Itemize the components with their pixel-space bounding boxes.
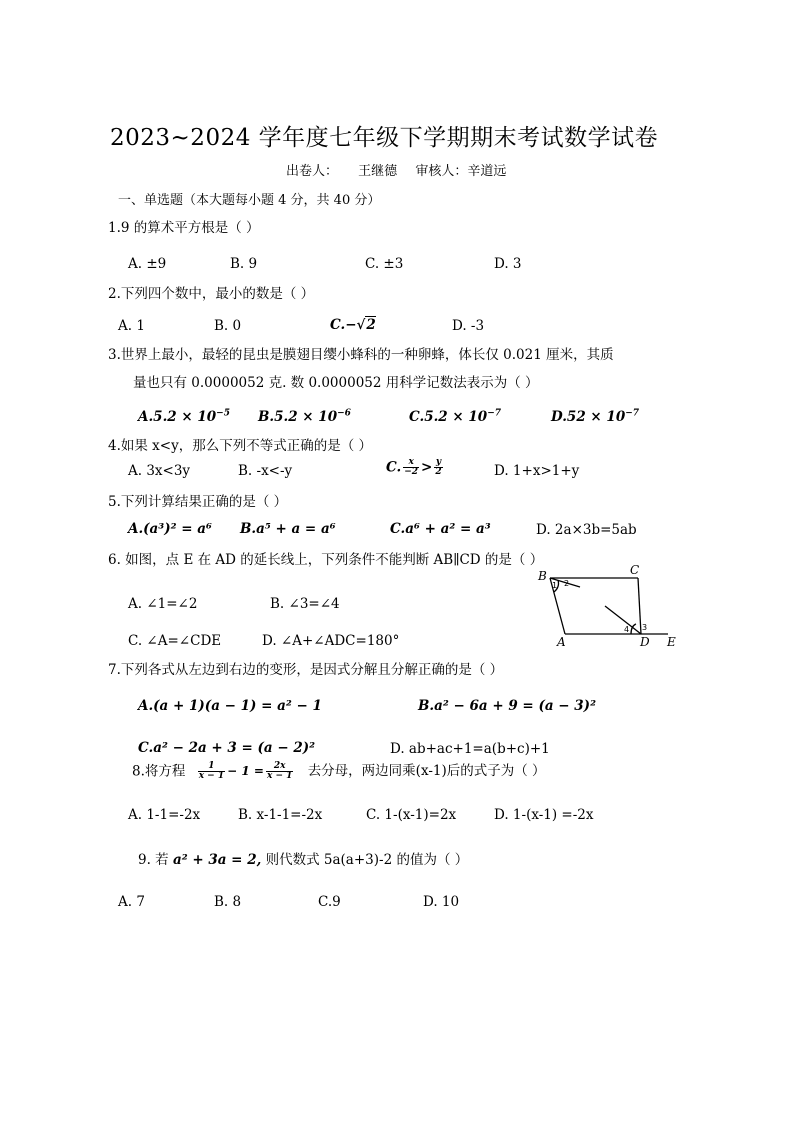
q9-option-a: A. 7 <box>118 894 145 910</box>
segment-cd <box>638 578 641 634</box>
q4-frac-left: $\frac{x}{-2}$ <box>404 457 419 478</box>
q8-option-a: A. 1-1=-2x <box>128 807 201 823</box>
q8-equation: $\frac{1}{x - 1}$ − 1 = $\frac{2x}{x - 1}$ <box>198 761 293 782</box>
q2-option-b: B. 0 <box>214 318 242 334</box>
q4-frac-right: $\frac{y}{2}$ <box>435 457 442 478</box>
question-8-stem <box>132 762 546 782</box>
question-1-stem: 1.9 的算术平方根是（ ） <box>108 220 260 236</box>
q3-option-a <box>138 410 230 425</box>
q8-frac-1: $\frac{1}{x - 1}$ <box>198 761 225 782</box>
question-6-stem: 6. 如图，点 E 在 AD 的延长线上，下列条件不能判断 AB∥CD 的是（ ） <box>108 552 544 568</box>
q9-stem-post: 则代数式 5a(a+3)-2 的值为（ ） <box>265 852 469 868</box>
q6-option-b: B. ∠3=∠4 <box>270 596 340 612</box>
q5-option-a: A.(a³)² = a⁶ <box>128 521 212 537</box>
q3-option-b-exp: −6 <box>337 408 351 419</box>
figure-angle-2: 2 <box>564 579 570 588</box>
q3-option-c-base: C.5.2 × 10 <box>409 409 488 425</box>
q4-option-b: B. -x<-y <box>238 463 293 479</box>
figure-label-c: C <box>630 563 640 577</box>
q8-option-d: D. 1-(x-1) =-2x <box>494 807 594 823</box>
figure-label-b: B <box>538 569 547 583</box>
q3-option-c <box>409 410 501 425</box>
author-label: 出卷人： <box>286 164 339 179</box>
reviewer-label: 审核人： <box>415 164 468 179</box>
question-3-stem-line2: 量也只有 0.0000052 克. 数 0.0000052 用科学记数法表示为（ ） <box>133 375 539 391</box>
q8-option-c: C. 1-(x-1)=2x <box>366 807 457 823</box>
q3-option-d-exp: −7 <box>625 408 640 419</box>
q7-option-c: C.a² − 2a + 3 = (a − 2)² <box>138 740 316 756</box>
q2-option-d: D. -3 <box>452 318 485 334</box>
question-4-stem: 4.如果 x<y，那么下列不等式正确的是（ ） <box>108 438 373 454</box>
question-2-stem: 2.下列四个数中，最小的数是（ ） <box>108 286 315 302</box>
reviewer-name: 辛道远 <box>467 164 507 179</box>
q3-option-d-base: D.52 × 10 <box>551 409 626 425</box>
question-5-stem: 5.下列计算结果正确的是（ ） <box>108 494 288 510</box>
q5-option-b: B.a⁵ + a = a⁶ <box>240 521 336 537</box>
q5-option-d: D. 2a×3b=5ab <box>536 522 637 538</box>
figure-angle-3: 3 <box>642 623 648 632</box>
parallelogram-figure <box>530 562 690 654</box>
q9-condition: a² + 3a = 2, <box>172 852 262 868</box>
q7-option-d: D. ab+ac+1=a(b+c)+1 <box>390 741 550 757</box>
section-heading: 一、单选题（本大题每小题 4 分，共 40 分） <box>118 193 381 208</box>
q7-option-b: B.a² − 6a + 9 = (a − 3)² <box>418 698 596 714</box>
figure-angle-1: 1 <box>552 581 558 590</box>
q8-frac-2: $\frac{2x}{x - 1}$ <box>266 761 293 782</box>
figure-label-a: A <box>557 635 566 649</box>
q3-option-a-base: A.5.2 × 10 <box>138 409 217 425</box>
q2-option-a: A. 1 <box>118 318 145 334</box>
q6-option-c: C. ∠A=∠CDE <box>128 633 222 649</box>
q6-option-d: D. ∠A+∠ADC=180° <box>262 633 400 649</box>
question-3-stem-line1: 3.世界上最小，最轻的昆虫是膜翅目缨小蜂科的一种卵蜂，体长仅 0.021 厘米，其质 <box>108 347 614 363</box>
q3-option-b <box>258 410 351 425</box>
question-9-stem <box>138 853 468 868</box>
figure-label-d: D <box>640 635 650 649</box>
figure-angle-4: 4 <box>624 625 630 634</box>
author-name: 王继德 <box>358 164 398 179</box>
q6-option-a: A. ∠1=∠2 <box>128 596 198 612</box>
q5-option-c: C.a⁶ + a² = a³ <box>390 521 491 537</box>
q4-option-d: D. 1+x>1+y <box>494 463 580 479</box>
q3-option-a-exp: −5 <box>216 408 230 419</box>
q3-option-b-base: B.5.2 × 10 <box>258 409 338 425</box>
figure-label-e: E <box>667 635 676 649</box>
q1-option-d: D. 3 <box>494 256 522 272</box>
q1-option-b: B. 9 <box>230 256 258 272</box>
q9-stem-pre: 9. 若 <box>138 852 169 868</box>
q2-sqrt-value: 2 <box>366 317 376 333</box>
q9-option-b: B. 8 <box>214 894 242 910</box>
q9-option-c: C.9 <box>318 894 341 910</box>
q9-option-d: D. 10 <box>423 894 460 910</box>
exam-title: 2023~2024 学年度七年级下学期期末考试数学试卷 <box>110 125 659 151</box>
q8-stem-pre: 8.将方程 <box>132 763 186 780</box>
segment-d-ray <box>605 606 641 634</box>
q4-option-a: A. 3x<3y <box>128 463 191 479</box>
question-7-stem: 7.下列各式从左边到右边的变形，是因式分解且分解正确的是（ ） <box>108 662 504 678</box>
q1-option-c: C. ±3 <box>365 256 404 272</box>
q2-option-c-label: C. <box>330 317 346 333</box>
q3-option-d <box>551 410 639 425</box>
q4-option-c-label: C. <box>386 459 402 476</box>
q1-option-a: A. ±9 <box>128 256 167 272</box>
author-line <box>286 165 506 179</box>
q2-option-c: C.−√2 <box>330 317 376 333</box>
q3-option-c-exp: −7 <box>487 408 502 419</box>
q8-stem-post: 去分母，两边同乘(x-1)后的式子为（ ） <box>307 763 546 780</box>
q7-option-a: A.(a + 1)(a − 1) = a² − 1 <box>138 698 322 714</box>
q4-option-c: C. $\frac{x}{-2}$ > $\frac{y}{2}$ <box>386 457 442 478</box>
q8-option-b: B. x-1-1=-2x <box>238 807 323 823</box>
